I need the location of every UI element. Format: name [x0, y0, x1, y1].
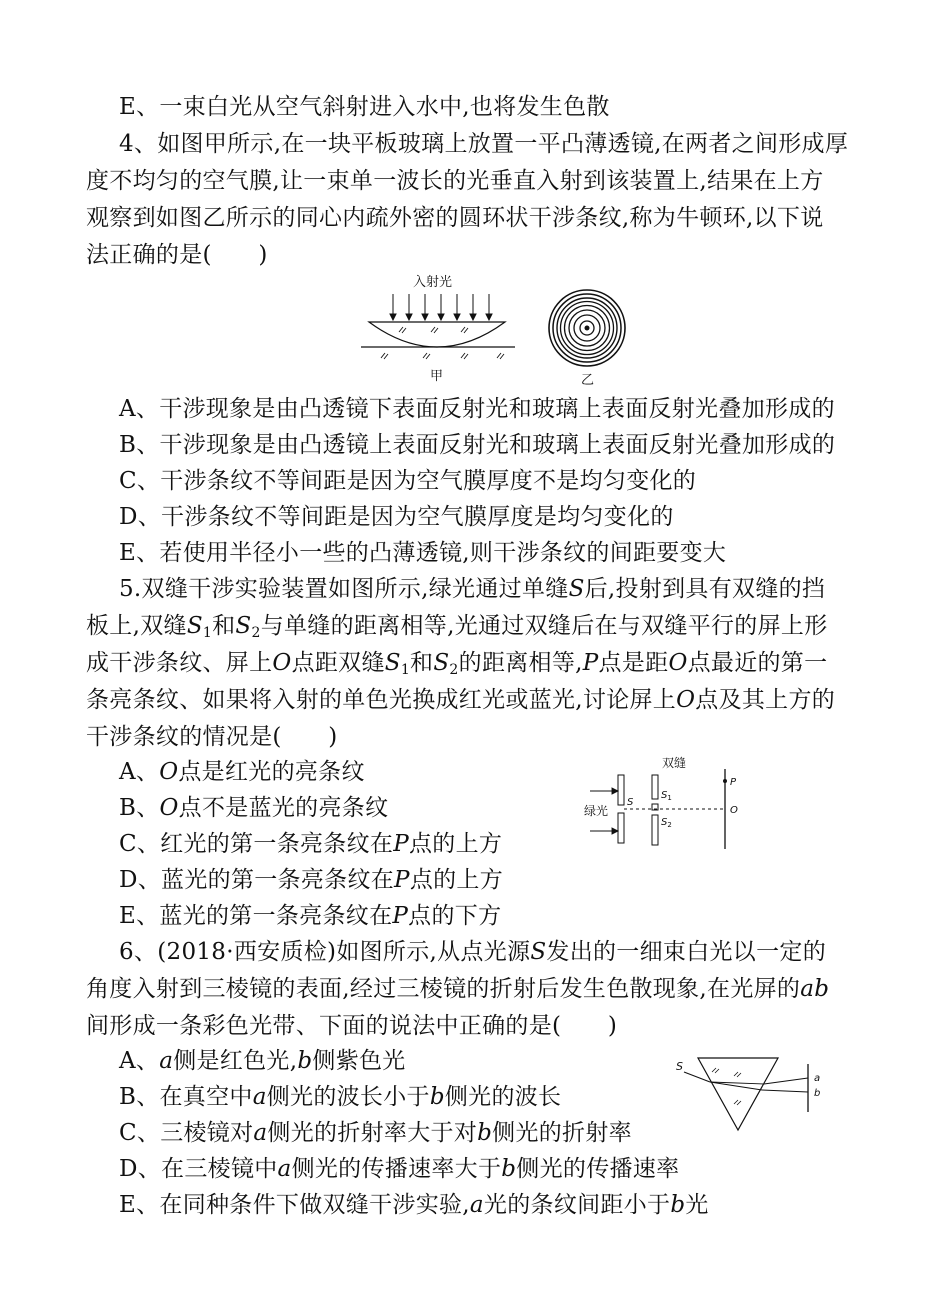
prism: [698, 1058, 778, 1130]
q5-stem-line-3: 成干涉条纹、屏上O点距双缝$S_1$和$S_2$的距离相等,P点是距O点最近的第一: [86, 650, 828, 678]
incident-light-label: 入射光: [413, 275, 453, 290]
q5-option-e: E、蓝光的第一条亮条纹在P点的下方: [119, 903, 502, 929]
single-slit-plate: [618, 775, 624, 843]
q6-stem-line-3: 间形成一条彩色光带、下面的说法中正确的是( ): [86, 1013, 618, 1039]
point-b-label: b: [814, 1088, 821, 1099]
figure-caption-jia: 甲: [430, 369, 444, 384]
q6-option-a: A、a侧是红色光,b侧紫色光: [119, 1048, 406, 1074]
q3-option-e: E、一束白光从空气斜射进入水中,也将发生色散: [119, 94, 610, 120]
q5-stem-line-5: 干涉条纹的情况是( ): [86, 724, 338, 750]
q5-stem-line-1: 5.双缝干涉实验装置如图所示,绿光通过单缝S后,投射到具有双缝的挡: [119, 576, 826, 602]
q5-option-a: A、O点是红光的亮条纹: [119, 759, 365, 785]
point-p-label: P: [730, 777, 737, 788]
point-a-label: a: [814, 1073, 821, 1084]
q4-stem-line-3: 观察到如图乙所示的同心内疏外密的圆环状干涉条纹,称为牛顿环,以下说: [86, 205, 824, 231]
incident-arrows: [390, 294, 492, 320]
q4-stem-line-2: 度不均匀的空气膜,让一束单一波长的光垂直入射到该装置上,结果在上方: [86, 168, 824, 194]
double-slit-label: 双缝: [662, 756, 687, 770]
lens-hatch: [399, 327, 468, 333]
green-light-label: 绿光: [584, 804, 609, 818]
glass-hatch: [381, 353, 504, 359]
q6-option-e: E、在同种条件下做双缝干涉实验,a光的条纹间距小于b光: [119, 1192, 709, 1218]
source-s-label: S: [676, 1060, 683, 1073]
figure-caption-yi: 乙: [581, 373, 595, 388]
double-slit-plate: [652, 775, 658, 845]
newton-rings-figure: [355, 272, 635, 388]
q4-stem-line-4: 法正确的是( ): [86, 242, 268, 268]
q5-stem-line-4: 条亮条纹、如果将入射的单色光换成红光或蓝光,讨论屏上O点及其上方的: [86, 687, 836, 713]
q6-option-b: B、在真空中a侧光的波长小于b侧光的波长: [119, 1084, 562, 1110]
slit-s2-label: $S_2$: [661, 817, 672, 829]
plano-convex-lens: [369, 322, 505, 347]
q4-option-c: C、干涉条纹不等间距是因为空气膜厚度不是均匀变化的: [119, 468, 697, 494]
q6-stem-line-1: 6、(2018·西安质检)如图所示,从点光源S发出的一细束白光以一定的: [119, 939, 827, 965]
q5-option-d: D、蓝光的第一条亮条纹在P点的上方: [119, 867, 504, 893]
q6-stem-line-2: 角度入射到三棱镜的表面,经过三棱镜的折射后发生色散现象,在光屏的ab: [86, 976, 830, 1002]
newton-rings: [549, 290, 625, 366]
q4-option-e: E、若使用半径小一些的凸薄透镜,则干涉条纹的间距要变大: [119, 540, 727, 566]
q5-option-b: B、O点不是蓝光的亮条纹: [119, 795, 389, 821]
slit-s-label: S: [627, 797, 634, 808]
double-slit-figure: [582, 755, 754, 851]
slit-s1-label: $S_1$: [661, 790, 672, 802]
q6-option-d: D、在三棱镜中a侧光的传播速率大于b侧光的传播速率: [119, 1156, 680, 1182]
q4-option-b: B、干涉现象是由凸透镜上表面反射光和玻璃上表面反射光叠加形成的: [119, 432, 836, 458]
refracted-rays: [710, 1078, 808, 1092]
point-o-label: O: [730, 805, 738, 816]
q5-option-c: C、红光的第一条亮条纹在P点的上方: [119, 831, 503, 857]
q5-stem-line-2: 板上,双缝$S_1$和$S_2$与单缝的距离相等,光通过双缝后在与双缝平行的屏上形: [86, 613, 828, 641]
q4-option-a: A、干涉现象是由凸透镜下表面反射光和玻璃上表面反射光叠加形成的: [119, 396, 835, 422]
q6-option-c: C、三棱镜对a侧光的折射率大于对b侧光的折射率: [119, 1120, 632, 1146]
q4-stem-line-1: 4、如图甲所示,在一块平板玻璃上放置一平凸薄透镜,在两者之间形成厚: [119, 131, 849, 157]
prism-dispersion-figure: [672, 1052, 832, 1136]
point-p-marker: [723, 779, 727, 783]
q4-option-d: D、干涉条纹不等间距是因为空气膜厚度是均匀变化的: [119, 504, 674, 530]
